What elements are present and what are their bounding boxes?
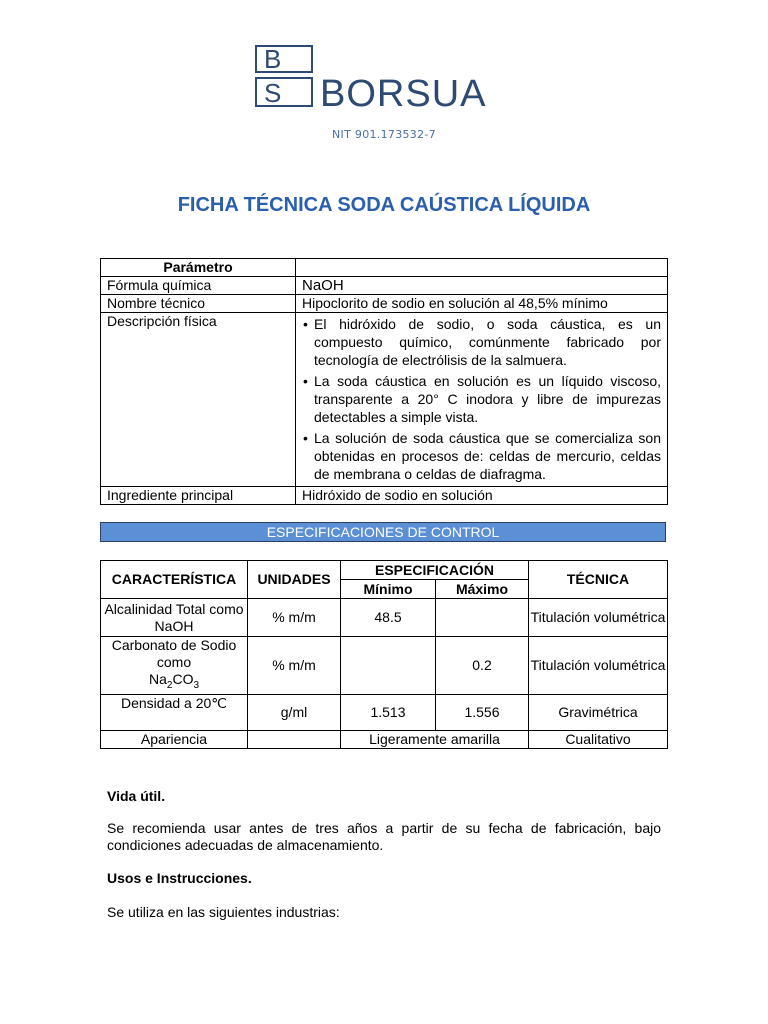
cell-caracteristica: Densidad a 20℃ — [101, 695, 248, 731]
logo-letter-s: S — [264, 78, 282, 108]
usos-text: Se utiliza en las siguientes industrias: — [107, 904, 340, 920]
col-tecnica: TÉCNICA — [529, 561, 668, 599]
cell-unidades: % m/m — [248, 599, 341, 637]
cell-unidades: g/ml — [248, 695, 341, 731]
param-description — [296, 313, 668, 487]
cell-caracteristica: Apariencia — [101, 731, 248, 749]
cell-tecnica: Cualitativo — [529, 731, 668, 749]
cell-minimo: 48.5 — [341, 599, 436, 637]
cell-minimo: 1.513 — [341, 695, 436, 731]
param-header-empty — [296, 259, 668, 277]
table-row — [101, 313, 668, 487]
cell-caracteristica: Alcalinidad Total como NaOH — [101, 599, 248, 637]
table-row — [101, 637, 668, 695]
param-value: Hipoclorito de sodio en solución al 48,5% mínimo — [296, 295, 668, 313]
col-unidades: UNIDADES — [248, 561, 341, 599]
col-especificacion: ESPECIFICACIÓN — [341, 561, 529, 580]
control-section-band: ESPECIFICACIONES DE CONTROL — [100, 522, 666, 542]
col-minimo: Mínimo — [341, 580, 436, 599]
param-value: Hidróxido de sodio en solución — [296, 487, 668, 505]
col-maximo: Máximo — [436, 580, 529, 599]
col-caracteristica: CARACTERÍSTICA — [101, 561, 248, 599]
table-row — [101, 487, 668, 505]
param-label: Fórmula química — [101, 277, 296, 295]
logo-brand-text: BORSUA — [320, 73, 487, 110]
formula-co: CO — [172, 671, 194, 688]
vida-util-text: Se recomienda usar antes de tres años a partir de su fecha de fabricación, bajo condiciones adecuadas de almacenamiento. — [107, 820, 661, 853]
page-title: FICHA TÉCNICA SODA CAÚSTICA LÍQUIDA — [177, 194, 591, 216]
usos-heading: Usos e Instrucciones. — [107, 870, 252, 886]
table-row — [101, 695, 668, 731]
description-bullet: • El hidróxido de sodio, o soda cáustica, es un compuesto químico, comúnmente fabricado por tecnología de electrólisis de la salmuera. — [302, 315, 661, 369]
cell-maximo: 1.556 — [436, 695, 529, 731]
cell-tecnica: Titulación volumétrica — [529, 637, 668, 695]
cell-valor: Ligeramente amarilla — [341, 731, 529, 749]
control-table — [100, 560, 668, 749]
description-bullet: • La soda cáustica en solución es un líquido viscoso, transparente a 20° C inodora y libre de impurezas detectables a simple vista. — [302, 372, 661, 426]
param-label: Ingrediente principal — [101, 487, 296, 505]
borsua-logo — [254, 44, 516, 110]
table-row — [101, 259, 668, 277]
formula-sub: 2 — [166, 679, 173, 691]
cell-tecnica: Gravimétrica — [529, 695, 668, 731]
formula-sub: 3 — [193, 679, 200, 691]
table-row — [101, 599, 668, 637]
param-value: NaOH — [296, 277, 668, 295]
cell-unidades — [248, 731, 341, 749]
parameters-table — [100, 258, 668, 505]
table-header-row — [101, 561, 668, 580]
cell-minimo — [341, 637, 436, 695]
nit-number: NIT 901.173532-7 — [332, 128, 436, 141]
param-label: Nombre técnico — [101, 295, 296, 313]
table-row — [101, 277, 668, 295]
cell-maximo — [436, 599, 529, 637]
carbonato-label: Carbonato de Sodio como — [111, 637, 237, 671]
cell-unidades: % m/m — [248, 637, 341, 695]
vida-util-heading: Vida útil. — [107, 788, 166, 804]
table-row — [101, 731, 668, 749]
param-label: Descripción física — [101, 313, 296, 487]
cell-maximo: 0.2 — [436, 637, 529, 695]
cell-tecnica: Titulación volumétrica — [529, 599, 668, 637]
cell-caracteristica — [101, 637, 248, 695]
description-bullet: • La solución de soda cáustica que se comercializa son obtenidas en procesos de: celdas de mercurio, celdas de membrana o celdas de diafragma. — [302, 429, 661, 483]
param-header: Parámetro — [101, 259, 296, 277]
logo-letter-b: B — [264, 44, 282, 74]
formula-na: Na — [148, 671, 167, 688]
table-row — [101, 295, 668, 313]
